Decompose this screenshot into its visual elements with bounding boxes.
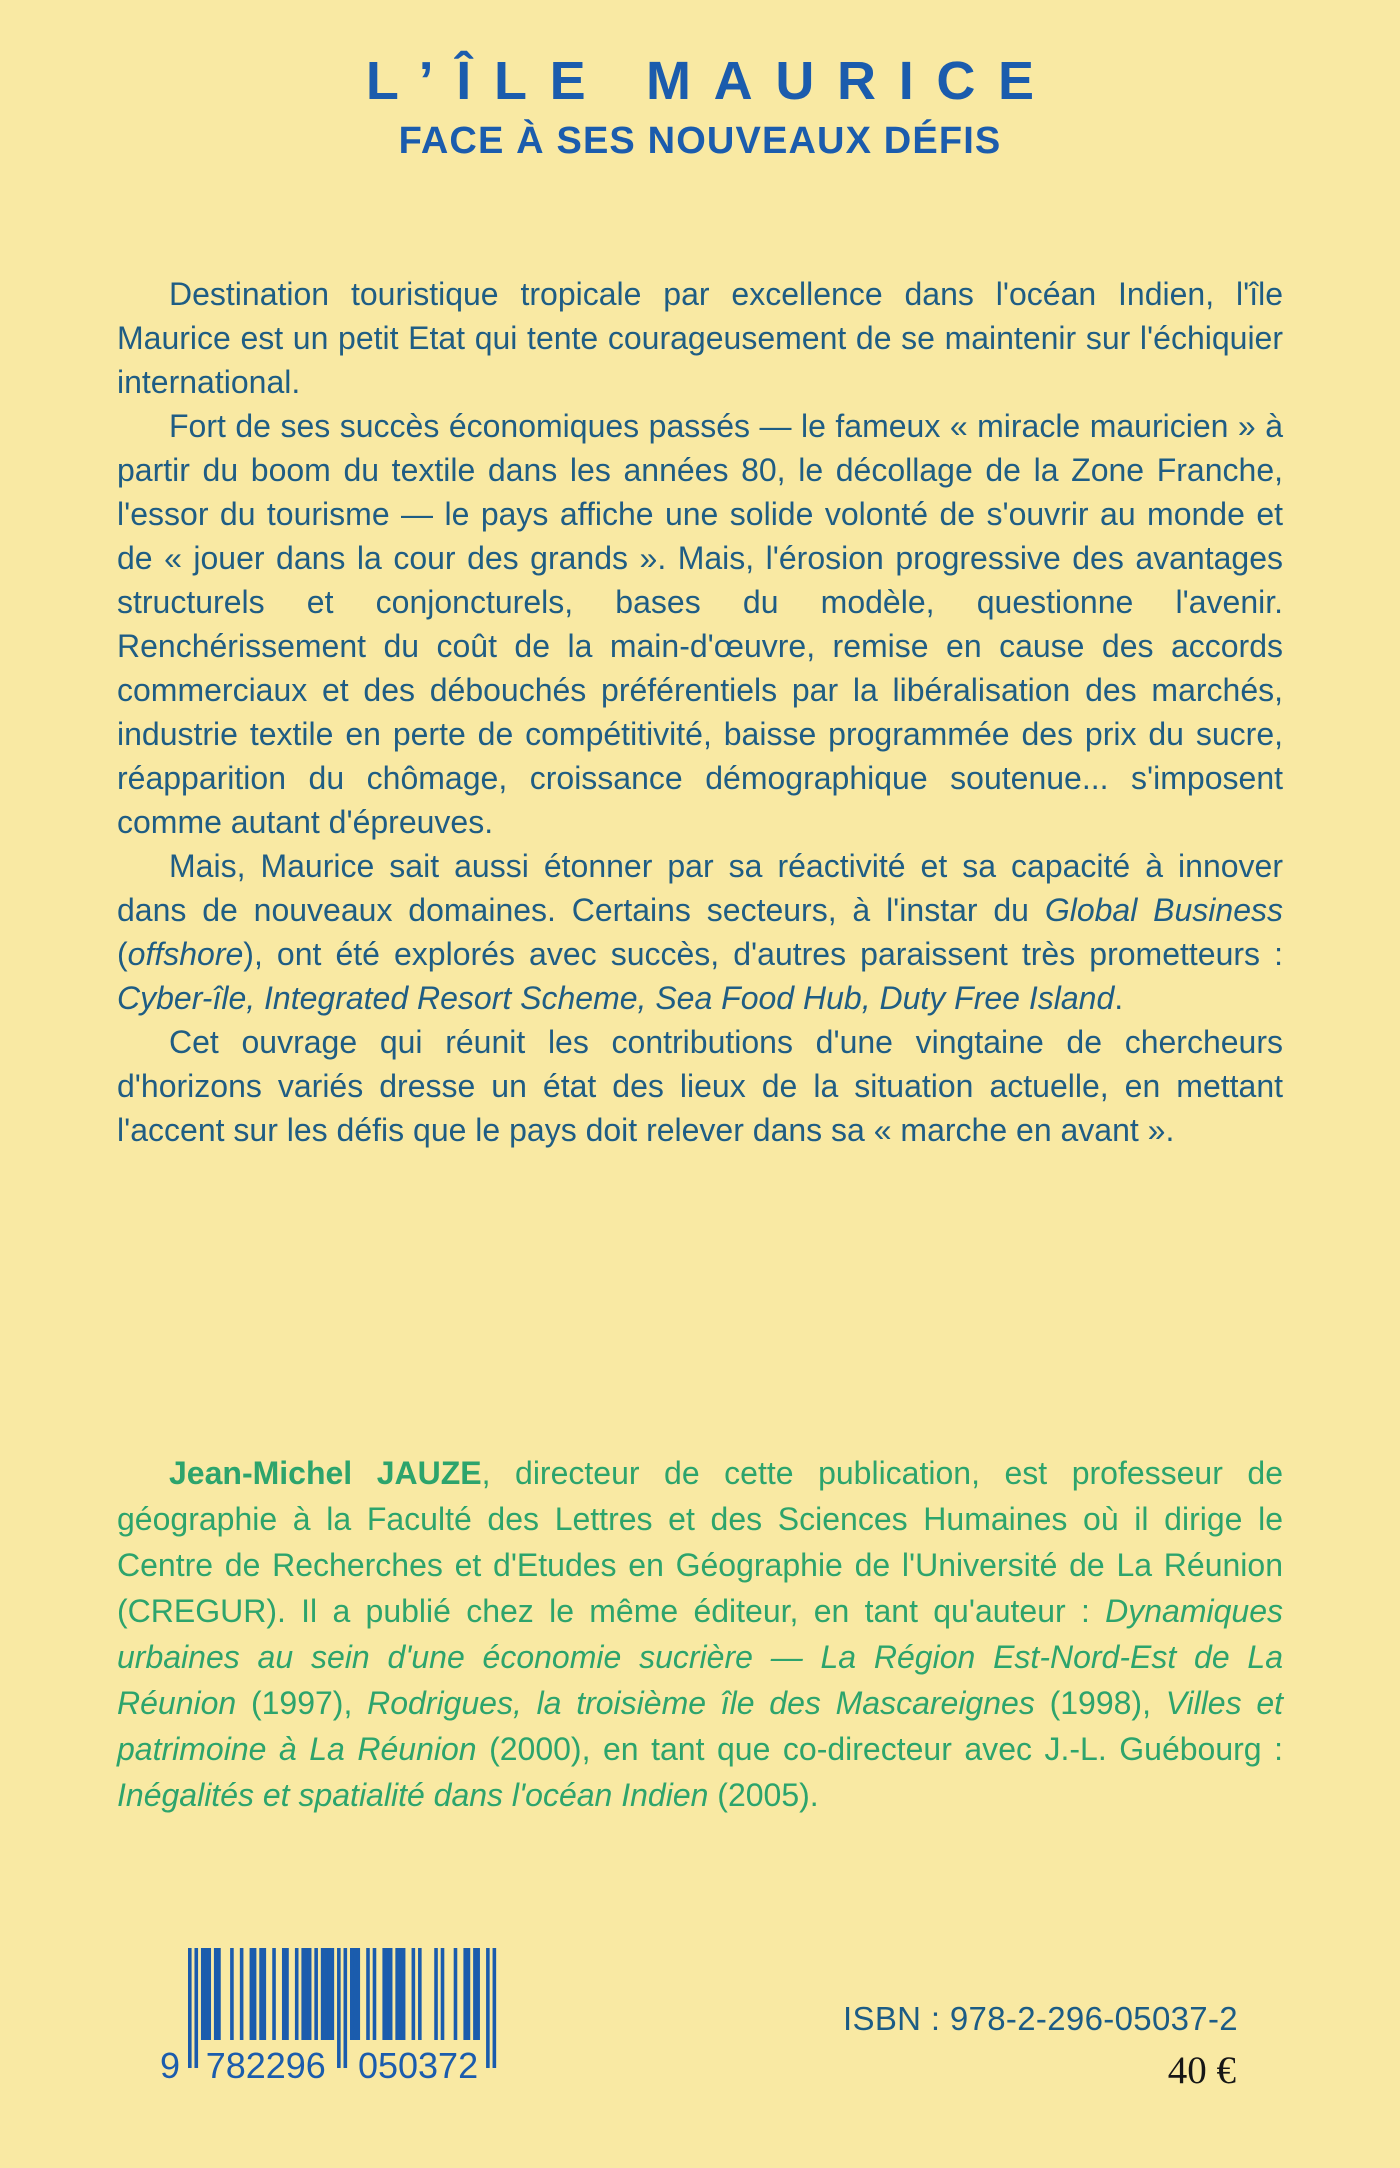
synopsis-paragraph-3: Mais, Maurice sait aussi étonner par sa réactivité et sa capacité à innover dans de nouveaux domaines. Certains secteurs, à l'instar du Global Business (offshore), ont été explorés avec succès, d'autres paraissent très prometteurs : Cyber-île, Integrated Resort Scheme, Sea Food Hub, Duty Free Island. xyxy=(117,848,1284,1016)
svg-text:9: 9 xyxy=(160,2045,181,2082)
synopsis-paragraph-4: Cet ouvrage qui réunit les contributions d'une vingtaine de chercheurs d'horizons variés dresse un état des lieux de la situation actuelle, en mettant l'accent sur les défis que le pays doit relever dans sa « marche en avant ». xyxy=(117,1024,1283,1148)
ean13-barcode-svg xyxy=(150,1948,502,2082)
book-subtitle: FACE À SES NOUVEAUX DÉFIS xyxy=(398,120,1002,163)
svg-text:050372: 050372 xyxy=(357,2045,479,2082)
isbn-text: ISBN : 978-2-296-05037-2 xyxy=(843,2000,1238,2037)
author-bio-paragraph: Jean-Michel JAUZE, directeur de cette publication, est professeur de géographie à la Faculté des Lettres et des Sciences Humaines où il dirige le Centre de Recherches et d'Etudes en Géographie de l'Université de La Réunion (CREGUR). Il a publié chez le même éditeur, en tant qu'auteur : Dynamiques urbaines au sein d'une économie sucrière — La Région Est-Nord-Est de La Réunion (1997), Rodrigues, la troisième île des Mascareignes (1998), Villes et patrimoine à La Réunion (2000), en tant que co-directeur avec J.-L. Guébourg : Inégalités et spatialité dans l'océan Indien (2005). xyxy=(117,1455,1284,1813)
synopsis-text xyxy=(117,272,1283,1152)
synopsis-paragraph-1: Destination touristique tropicale par excellence dans l'océan Indien, l'île Maurice est un petit Etat qui tente courageusement de se maintenir sur l'échiquier international. xyxy=(117,276,1283,400)
title-block xyxy=(0,52,1400,163)
book-title: L’ÎLE MAURICE xyxy=(365,51,1057,111)
svg-text:782296: 782296 xyxy=(205,2045,326,2082)
ean13-barcode xyxy=(150,1948,502,2082)
author-bio xyxy=(117,1450,1283,1818)
price-text: 40 € xyxy=(1167,2049,1236,2092)
synopsis-paragraph-2: Fort de ses succès économiques passés — le fameux « miracle mauricien » à partir du boom du textile dans les années 80, le décollage de la Zone Franche, l'essor du tourisme — le pays affiche une solide volonté de s'ouvrir au monde et de « jouer dans la cour des grands ». Mais, l'érosion progressive des avantages structurels et conjoncturels, bases du modèle, questionne l'avenir. Renchérissement du coût de la main-d'œuvre, remise en cause des accords commerciaux et des débouchés préférentiels par la libéralisation des marchés, industrie textile en perte de compétitivité, baisse programmée des prix du sucre, réapparition du chômage, croissance démographique soutenue... s'imposent comme autant d'épreuves. xyxy=(117,408,1283,840)
